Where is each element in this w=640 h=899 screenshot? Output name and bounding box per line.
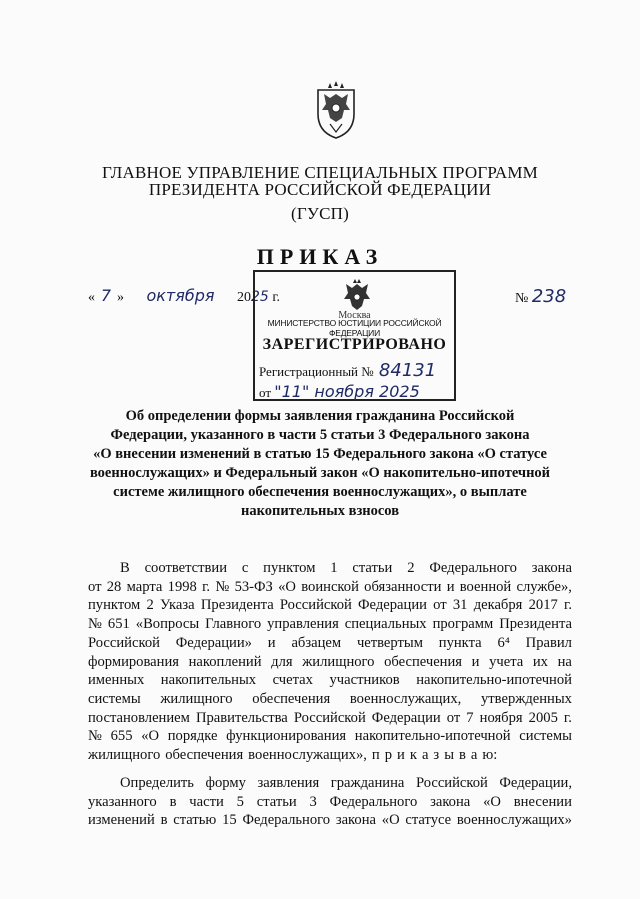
word: Определить (120, 775, 194, 791)
coat-of-arms-emblem (313, 80, 359, 140)
stamp-date-prefix: от (259, 385, 272, 400)
word: указанного (88, 793, 157, 810)
paragraph-line (88, 671, 572, 690)
order-year-prefix: 20 (237, 290, 251, 305)
paragraph-line (88, 690, 572, 709)
word: Российской (293, 709, 366, 726)
word: в (459, 747, 466, 764)
word: учета (489, 653, 524, 670)
word: статусе (405, 812, 452, 829)
heading-line: военнослужащих» и Федеральный закон «О накопительно-ипотечной (89, 465, 551, 481)
word: статьи (352, 560, 393, 576)
registration-stamp (253, 270, 456, 401)
word: Федерации (371, 709, 441, 726)
word: пунктом (88, 597, 141, 614)
word: статьи (256, 793, 297, 810)
word: обеспечения (252, 690, 331, 707)
word: обеспечения (165, 747, 244, 764)
word: от (88, 578, 102, 595)
word: и (397, 747, 405, 764)
word: 1998 (167, 578, 197, 595)
word: 53-ФЗ (234, 578, 273, 595)
word: в (160, 812, 168, 829)
word: г. (564, 597, 572, 614)
word: управления (267, 616, 339, 633)
paragraph-line (88, 559, 572, 578)
word: Федерального (429, 560, 517, 576)
word: № (88, 616, 102, 633)
word: обязанности (364, 578, 442, 595)
word: военнослужащих», (248, 747, 367, 764)
stamp-registration-number (259, 360, 436, 381)
word: № (88, 728, 102, 745)
word: на (557, 653, 572, 670)
heading-line: Об определении формы заявления гражданина Российской (125, 408, 515, 424)
word: 31 (452, 597, 468, 614)
word: форму (205, 775, 246, 791)
paragraph-line (88, 578, 572, 597)
body-paragraph-1 (88, 559, 572, 765)
word: 651 (107, 616, 130, 633)
word: г. (202, 578, 211, 595)
paragraph-line (88, 709, 572, 728)
date-quote-open: « (88, 290, 95, 305)
word: 3 (309, 793, 317, 810)
word: 28 (106, 578, 122, 595)
word: и (446, 578, 455, 595)
word: жилищного (160, 690, 233, 707)
word: гражданина (330, 775, 405, 791)
heading-line: системе жилищного обеспечения военнослужащих», о выплате (113, 484, 527, 500)
word: декабря (473, 597, 523, 614)
order-date (88, 286, 280, 306)
paragraph-line (88, 727, 572, 746)
word: а (421, 747, 429, 764)
word: счетах (272, 672, 313, 689)
word: № (215, 578, 230, 595)
word: накопительно-ипотечной (354, 728, 511, 745)
word: с (241, 560, 249, 576)
organization-name-line1: ГЛАВНОЕ УПРАВЛЕНИЕ СПЕЦИАЛЬНЫХ ПРОГРАММ (102, 163, 538, 182)
word: В (120, 560, 130, 576)
word: «О (278, 578, 296, 595)
paragraph-line (88, 615, 572, 634)
paragraph-line (88, 634, 572, 653)
order-number-prefix: № (515, 291, 529, 306)
word: 2005 (528, 709, 558, 726)
word: закона (335, 812, 376, 829)
word: 2 (146, 597, 154, 614)
order-day: 7 (100, 286, 112, 305)
word: системы (519, 728, 572, 745)
word: именных (88, 672, 145, 689)
word: изменений (88, 812, 155, 829)
word: участников (329, 672, 400, 689)
word: военной (459, 578, 512, 595)
word: Российской (88, 634, 160, 651)
word: военнослужащих» (456, 812, 572, 829)
word: специальных (344, 616, 427, 633)
word: «Вопросы (135, 616, 200, 633)
paragraph-line (88, 793, 572, 812)
word: «О (483, 793, 501, 810)
word: Федерации (358, 597, 427, 614)
word: утвержденных (480, 690, 572, 707)
word: функционирования (226, 728, 347, 745)
word: постановлением (88, 709, 190, 726)
document-type-title: ПРИКАЗ (256, 244, 384, 269)
word: Российской (415, 775, 488, 791)
word: пунктом (263, 560, 316, 576)
word: ю: (482, 747, 498, 764)
word: 7 (466, 709, 474, 726)
word: и (471, 653, 480, 670)
paragraph-line (88, 811, 572, 830)
word: Российской (279, 597, 352, 614)
word: от (446, 709, 461, 726)
heading-line: накопительных взносов (240, 503, 400, 519)
order-year-unit: г. (272, 290, 280, 305)
stamp-reg-label: Регистрационный № (259, 364, 374, 379)
word: Главного (205, 616, 262, 633)
word: 655 (110, 728, 133, 745)
order-month: октября (146, 286, 215, 305)
heading-line: Федерации, указанного в части 5 статьи 3 Федерального закона (110, 427, 530, 443)
order-heading (88, 407, 552, 521)
word: Федерального (329, 793, 418, 810)
word: формирования (88, 653, 179, 670)
word: системы (88, 690, 141, 707)
word: статью (173, 812, 217, 829)
word: г. (563, 709, 572, 726)
organization-abbreviation: (ГУСП) (290, 204, 349, 223)
body-paragraph-2 (88, 774, 572, 830)
word: 15 (222, 812, 237, 829)
word: жилищного (88, 747, 161, 764)
word: службе», (516, 578, 572, 595)
word: з (433, 747, 440, 764)
word: четвертым (356, 634, 423, 651)
organization-name-line2: ПРЕЗИДЕНТА РОССИЙСКОЙ ФЕДЕРАЦИИ (148, 180, 492, 199)
word: воинской (301, 578, 359, 595)
word: в (169, 793, 177, 810)
word: накоплений (188, 653, 262, 670)
word: р (384, 747, 393, 764)
word: абзацем (291, 634, 342, 651)
word: накопительных (160, 672, 257, 689)
stamp-registration-date (259, 382, 420, 401)
word: от (433, 597, 447, 614)
stamp-status: ЗАРЕГИСТРИРОВАНО (262, 336, 447, 353)
word: обеспечения (384, 653, 463, 670)
word: их (532, 653, 548, 670)
word: пункта (438, 634, 482, 651)
word: Указа (160, 597, 195, 614)
word: 5 (236, 793, 244, 810)
word: Президента (200, 597, 274, 614)
word: Правительства (195, 709, 288, 726)
stamp-city: Москва (338, 310, 371, 321)
word: Президента (499, 616, 572, 633)
word: для (271, 653, 293, 670)
word: 1 (330, 560, 338, 576)
word: 2 (407, 560, 415, 576)
word: жилищного (302, 653, 375, 670)
word: закона (430, 793, 471, 810)
word: части (189, 793, 224, 810)
word: заявления (257, 775, 320, 791)
word: ноября (479, 709, 523, 726)
order-number (515, 286, 566, 307)
word: накопительно-ипотечной (416, 672, 572, 689)
stamp-ministry: МИНИСТЕРСТВО ЮСТИЦИИ РОССИЙСКОЙ ФЕДЕРАЦИИ (267, 318, 442, 338)
order-year-suffix: 25 (251, 289, 269, 305)
word: к (409, 747, 417, 764)
word: Федерации» (175, 634, 252, 651)
word: военнослужащих, (349, 690, 462, 707)
word: 6⁴ (497, 634, 510, 651)
paragraph-line (88, 596, 572, 615)
order-number-value: 238 (531, 286, 567, 307)
word: «О (381, 812, 400, 829)
paragraph-line (88, 774, 572, 793)
heading-line: «О внесении изменений в статью 15 Федерального закона «О статусе (93, 446, 547, 462)
paragraph-line (88, 653, 572, 672)
word: закона (531, 560, 572, 576)
word: программ (432, 616, 494, 633)
word: Федерального (242, 812, 331, 829)
word: а (470, 747, 478, 764)
stamp-date-value: "11" ноября 2025 (274, 382, 420, 401)
word: ы (444, 747, 454, 764)
word: п (371, 747, 380, 764)
word: и (267, 634, 276, 651)
word: внесении (513, 793, 572, 810)
word: «О (141, 728, 160, 745)
date-quote-close: » (117, 290, 124, 305)
word: марта (126, 578, 163, 595)
word: 2017 (528, 597, 558, 614)
stamp-reg-number-value: 84131 (378, 360, 437, 381)
word: порядке (167, 728, 218, 745)
word: Правил (525, 634, 572, 651)
word: Федерации, (499, 775, 572, 791)
paragraph-line (88, 746, 572, 765)
word: соответствии (144, 560, 228, 576)
